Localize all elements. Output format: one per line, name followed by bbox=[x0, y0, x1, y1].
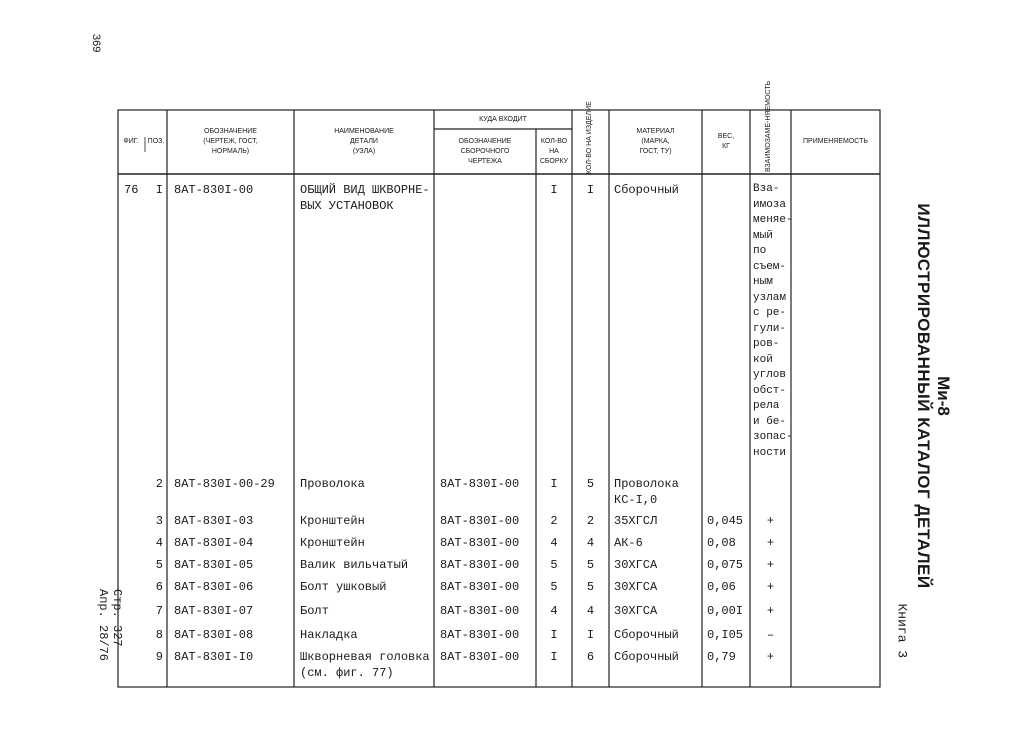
header-name: НАИМЕНОВАНИЕ ДЕТАЛИ (УЗЛА) bbox=[334, 128, 394, 155]
cell-pos: 7 bbox=[155, 604, 163, 618]
cell-material: 30ХГСА bbox=[614, 604, 658, 618]
cell-designation: 8АТ-830I-00-29 bbox=[174, 477, 275, 491]
cell-qty-assembly: I bbox=[550, 650, 558, 664]
cell-qty-product: 5 bbox=[586, 558, 595, 572]
cell-assembly: 8АТ-830I-00 bbox=[440, 604, 520, 618]
cell-assembly: 8АТ-830I-00 bbox=[440, 558, 520, 572]
cell-qty-product: 5 bbox=[586, 477, 595, 491]
cell-pos: 9 bbox=[155, 650, 163, 664]
cell-assembly: 8АТ-830I-00 bbox=[440, 580, 520, 594]
footer-block bbox=[96, 589, 124, 689]
cell-interchange: + bbox=[766, 604, 775, 618]
cell-designation: 8АТ-830I-06 bbox=[174, 580, 254, 594]
cell-qty-product: 6 bbox=[586, 650, 595, 664]
cell-interchange: + bbox=[766, 650, 775, 664]
header-designation: ОБОЗНАЧЕНИЕ (ЧЕРТЕЖ, ГОСТ, НОРМАЛЬ) bbox=[203, 128, 258, 155]
cell-name-line2: ВЫХ УСТАНОВОК bbox=[300, 199, 394, 213]
header-interchangeability: ВЗАИМОЗАМЕ-НЯЕМОСТЬ bbox=[765, 80, 772, 172]
cell-pos: I bbox=[155, 183, 163, 197]
cell-interchange: + bbox=[766, 514, 775, 528]
cell-interchange: + bbox=[766, 580, 775, 594]
cell-assembly: 8АТ-830I-00 bbox=[440, 514, 520, 528]
cell-material: Сборочный bbox=[614, 628, 679, 642]
cell-weight: 0,79 bbox=[707, 650, 736, 664]
cell-pos: 3 bbox=[155, 514, 163, 528]
cell-name: Болт ушковый bbox=[300, 580, 387, 594]
cell-assembly: 8АТ-830I-00 bbox=[440, 536, 520, 550]
cell-pos: 6 bbox=[155, 580, 163, 594]
cell-material: 30ХГСА bbox=[614, 580, 658, 594]
cell-name: Кронштейн bbox=[300, 514, 365, 528]
cell-material: Сборочный bbox=[614, 183, 679, 197]
cell-qty-assembly: 5 bbox=[550, 580, 558, 594]
cell-assembly: 8АТ-830I-00 bbox=[440, 477, 520, 491]
cell-pos: 8 bbox=[155, 628, 163, 642]
cell-name-line1: ОБЩИЙ ВИД ШКВОРНЕ- bbox=[300, 183, 430, 197]
cell-designation: 8АТ-830I-03 bbox=[174, 514, 254, 528]
cell-material-line2: КС-I,0 bbox=[614, 493, 658, 507]
cell-pos: 4 bbox=[155, 536, 163, 550]
cell-designation: 8АТ-830I-00 bbox=[174, 183, 254, 197]
cell-qty-assembly: 2 bbox=[550, 514, 558, 528]
catalog-title: ИЛЛЮСТРИРОВАННЫЙ КАТАЛОГ ДЕТАЛЕЙ bbox=[914, 203, 933, 589]
cell-material: 30ХГСА bbox=[614, 558, 658, 572]
cell-interchange: + bbox=[766, 536, 775, 550]
cell-name-line2: (см. фиг. 77) bbox=[300, 666, 394, 680]
cell-pos: 2 bbox=[155, 477, 163, 491]
cell-material: 35ХГСЛ bbox=[614, 514, 658, 528]
footer-page: Стр. 327 bbox=[110, 589, 124, 647]
cell-interchange: – bbox=[766, 628, 775, 642]
cell-qty-assembly: 4 bbox=[550, 536, 558, 550]
cell-qty-product: 2 bbox=[586, 514, 595, 528]
cell-qty-product: 4 bbox=[586, 604, 595, 618]
cell-designation: 8АТ-830I-07 bbox=[174, 604, 254, 618]
header-weight: ВЕС, КГ bbox=[717, 133, 735, 150]
cell-designation: 8АТ-830I-I0 bbox=[174, 650, 254, 664]
header-qty-assembly: КОЛ-ВО НА СБОРКУ bbox=[539, 138, 569, 165]
cell-material: Сборочный bbox=[614, 650, 679, 664]
cell-qty-product: I bbox=[586, 628, 595, 642]
cell-weight: 0,08 bbox=[707, 536, 736, 550]
cell-qty-product: I bbox=[586, 183, 595, 197]
header-pos: ПОЗ. bbox=[147, 138, 165, 145]
aircraft-title: Ми-8 bbox=[934, 376, 953, 416]
cell-pos: 5 bbox=[155, 558, 163, 572]
cell-material: АК-6 bbox=[614, 536, 643, 550]
catalog-title-block bbox=[873, 196, 993, 596]
header-fig: ФИГ. bbox=[123, 138, 139, 145]
cell-qty-assembly: 5 bbox=[550, 558, 558, 572]
cell-designation: 8АТ-830I-05 bbox=[174, 558, 254, 572]
cell-interchange-note: Вза- имоза меняе- мый по съем- ным узлам с ре- гули- ров- кой углов обст- рела и бе- зопас- ности bbox=[753, 183, 793, 459]
cell-qty-assembly: I bbox=[550, 628, 558, 642]
header-material: МАТЕРИАЛ (МАРКА, ГОСТ, ТУ) bbox=[636, 128, 675, 155]
cell-weight: 0,075 bbox=[707, 558, 744, 572]
cell-weight: 0,I05 bbox=[707, 628, 744, 642]
cell-material: Проволока bbox=[614, 477, 679, 491]
cell-weight: 0,06 bbox=[707, 580, 736, 594]
cell-name: Болт bbox=[300, 604, 329, 618]
cell-assembly: 8АТ-830I-00 bbox=[440, 650, 520, 664]
cell-name: Проволока bbox=[300, 477, 365, 491]
cell-qty-product: 4 bbox=[586, 536, 595, 550]
cell-assembly: 8АТ-830I-00 bbox=[440, 628, 520, 642]
cell-interchange: + bbox=[766, 558, 775, 572]
header-assembly-drawing: ОБОЗНАЧЕНИЕ СБОРОЧНОГО ЧЕРТЕЖА bbox=[458, 138, 512, 165]
footer-date: Апр. 28/76 bbox=[96, 589, 110, 662]
page-number: 369 bbox=[90, 34, 102, 53]
cell-name: Шкворневая головка bbox=[300, 650, 430, 664]
cell-fig: 76 bbox=[124, 183, 139, 197]
book-label: Книга 3 bbox=[894, 603, 910, 659]
cell-designation: 8АТ-830I-04 bbox=[174, 536, 254, 550]
header-qty-product: КОЛ-ВО НА ИЗДЕЛИЕ bbox=[586, 101, 593, 174]
cell-name: Валик вильчатый bbox=[300, 558, 409, 572]
cell-qty-product: 5 bbox=[586, 580, 595, 594]
cell-name: Кронштейн bbox=[300, 536, 365, 550]
cell-weight: 0,045 bbox=[707, 514, 744, 528]
header-where-used: КУДА ВХОДИТ bbox=[479, 115, 527, 123]
cell-qty-assembly: I bbox=[550, 183, 558, 197]
cell-name: Накладка bbox=[300, 628, 358, 642]
cell-designation: 8АТ-830I-08 bbox=[174, 628, 254, 642]
cell-qty-assembly: 4 bbox=[550, 604, 558, 618]
cell-qty-assembly: I bbox=[550, 477, 558, 491]
header-applicability: ПРИМЕНЯЕМОСТЬ bbox=[803, 138, 868, 145]
cell-weight: 0,00I bbox=[707, 604, 744, 618]
